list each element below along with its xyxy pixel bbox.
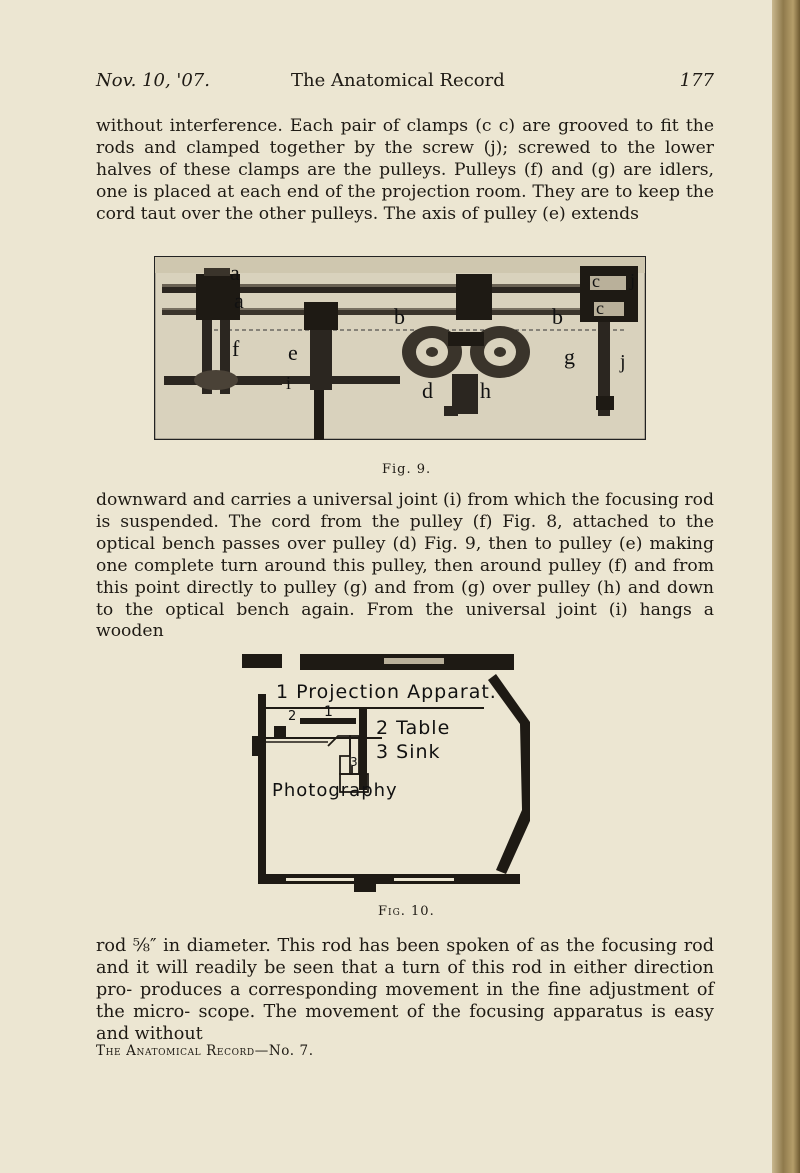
fig9-label-a-lower: a (234, 288, 244, 313)
figure-9-caption: Fig. 9. (382, 462, 432, 477)
running-header (96, 70, 714, 94)
fig9-label-i: i (286, 373, 292, 393)
figure-10-caption: Fig. 10. (378, 904, 435, 919)
footer-issue-number: —No. 7. (254, 1043, 314, 1059)
fig10-label-n2: 2 (288, 709, 297, 724)
page-edge (772, 0, 800, 1173)
footer-journal: The Anatomical Record (96, 1043, 255, 1059)
fig10-label-projection: 1 Projection Apparat. (276, 681, 497, 703)
fig9-label-e: e (288, 340, 298, 365)
fig9-label-d: d (422, 378, 433, 403)
fig9-label-g: g (564, 344, 575, 369)
figure-9-illustration (154, 256, 646, 440)
fig9-label-c-top: c (592, 271, 600, 291)
body-paragraph-1: without interference. Each pair of clamps (c c) are grooved to fit the rods and clamped together by the screw (j); screwed to the lower halves of these clamps are the pulleys. Pulleys (f) and (g) are idlers, one is placed at each end of the projection room. They are to keep the cord taut over the other pulleys. The axis of pulley (e) extends (96, 116, 714, 224)
figure-10-floor-plan (234, 652, 530, 894)
page-number: 177 (679, 70, 714, 91)
fig10-label-n3: 3 (350, 755, 358, 769)
fig9-label-j-right: j (620, 351, 626, 373)
fig10-label-table: 2 Table (376, 717, 451, 739)
fig10-label-photography: Photography (272, 780, 398, 801)
fig9-label-j-top: j (630, 270, 636, 290)
header-journal-title: The Anatomical Record (291, 70, 505, 91)
fig10-label-sink: 3 Sink (376, 741, 441, 763)
fig10-label-n1: 1 (324, 704, 333, 720)
fig9-label-f: f (232, 336, 240, 361)
fig9-label-b-right: b (552, 304, 563, 329)
fig9-label-c-lower: c (596, 298, 604, 318)
header-date: Nov. 10, '07. (96, 70, 210, 91)
body-paragraph-3: rod ⅝″ in diameter. This rod has been spoken of as the focusing rod and it will readily be seen that a turn of this rod in either direction pro- produces a corresponding movement in the fine adjustment of the micro- scope. The movement of the focusing apparatus is easy and without (96, 936, 714, 1045)
body-paragraph-2: downward and carries a universal joint (i) from which the focusing rod is suspended. The cord from the pulley (f) Fig. 8, attached to the optical bench passes over pulley (d) Fig. 9, then to pulley (e) making one complete turn around this pulley, then around pulley (f) and from this point directly to pulley (g) and from (g) over pulley (h) and down to the optical bench again. From the universal joint (i) hangs a wooden (96, 490, 714, 642)
fig9-label-a-top: a (230, 260, 240, 285)
page-footer (96, 1043, 314, 1059)
fig9-label-b-left: b (394, 304, 405, 329)
fig9-label-h: h (480, 378, 491, 403)
